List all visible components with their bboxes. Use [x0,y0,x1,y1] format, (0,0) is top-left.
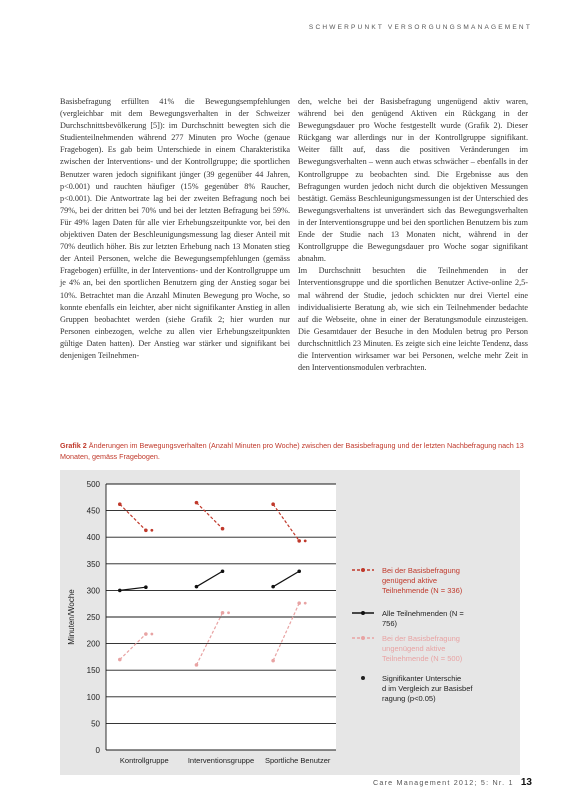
line-chart [60,470,520,775]
y-tick-label: 150 [86,666,100,676]
data-point [195,663,199,667]
data-point [144,632,148,636]
significance-marker [304,540,307,543]
data-point [297,539,301,543]
significance-marker [227,611,230,614]
page-number: 13 [520,777,532,788]
significance-marker [304,602,307,605]
data-point [195,501,199,505]
y-tick-label: 450 [86,506,100,516]
data-point [297,601,301,605]
figure-caption [60,440,530,462]
y-tick-label: 400 [86,533,100,543]
paragraph: Im Durchschnitt besuchten die Teilnehmenden in der Interventionsgruppe und die sportlichen Benutzer Active-online 2,5-mal während der Studie, jedoch schickten nur drei Viertel eine individualisierte Beratung ab, wie sich ein Teilnehmender bedachte auf die Webseite, ohne in einer der Beratungsmodule einzusteigen. Die Gesamtdauer der Besuche in den Modulen betrug pro Person durchschnittlich 23 Minuten. Es zeigte sich eine leichte Tendenz, dass die Intervention wirksamer war bei Personen, welche mehr Zeit in den Interventionsmodulen verbrachten. [298,266,528,373]
data-point [271,659,275,663]
legend-significance-label: Signifikanter Unterschie d im Vergleich zur Basisbef ragung (p<0.05) [382,674,473,703]
y-tick-label: 100 [86,692,100,702]
y-tick-label: 350 [86,559,100,569]
y-tick-label: 500 [86,480,100,489]
legend-label: Bei der Basisbefragung genügend aktive Teilnehmende (N = 336) [382,566,463,595]
data-point [297,569,301,573]
data-point [118,589,122,593]
data-point [271,585,275,589]
legend-significance-marker [361,676,365,680]
significance-marker [150,529,153,532]
legend-label: Alle Teilnehmenden (N = 756) [382,609,464,628]
body-column-left [60,96,290,362]
paragraph: den, welche bei der Basisbefragung ungenügend aktiv waren, während bei den genügend Aktiven ein Rückgang in der Bewegungsdauer pro Woche festgestellt wurde (Grafik 2). Dieser Rückgang war allerdings nur in der Kontrollgruppe signifikant. Weiter fällt auf, dass die positiven Veränderungen im Bewegungsverhalten – wenn auch etwas schwächer – ebenfalls in der Kontrollgruppe zu beobachten sind. Die Ergebnisse aus den Befragungen wurden jedoch nicht durch die objektiven Messungen bestätigt. Gemäss Beschleunigungsmessungen ist der Unterschied des Bewegungsverhaltens ist unverändert sich das Bewegungsverhalten in der Interventionsgruppe und bei den sportlichen Benutzern bis zum Ende der Studie nach 13 Monaten nicht, während in der Kontrollgruppe die Bewegungsdauer pro Woche sogar signifikant abnahm. [298,97,528,264]
y-tick-label: 200 [86,639,100,649]
data-point [144,528,148,532]
significance-marker [150,633,153,636]
data-point [195,585,199,589]
legend-label: Bei der Basisbefragung ungenügend aktive Teilnehmende (N = 500) [382,634,463,663]
journal-issue: 2012; 5: Nr. 1 [453,778,514,787]
chart-panel [60,470,520,775]
data-point [144,585,148,589]
y-tick-label: 50 [91,719,100,729]
legend-swatch-marker [361,611,365,615]
data-point [221,527,225,531]
y-tick-label: 300 [86,586,100,596]
figure-label: Grafik 2 [60,441,87,450]
body-column-right [298,96,528,374]
data-point [118,658,122,662]
data-point [221,569,225,573]
x-tick-label: Interventionsgruppe [187,756,255,765]
y-axis-label: Minuten/Woche [67,589,76,645]
running-header: SCHWERPUNKT VERSORGUNGSMANAGEMENT [308,24,532,31]
journal-name: Care Management [372,778,451,787]
x-tick-label: Sportliche Benutzer [264,756,331,765]
legend-swatch-marker [361,568,365,572]
data-point [271,502,275,506]
x-tick-label: Kontrollgruppe [119,756,169,765]
data-point [221,611,225,615]
data-point [118,502,122,506]
y-tick-label: 0 [95,746,100,755]
y-tick-label: 250 [86,613,100,622]
legend-swatch-marker [361,636,365,640]
paragraph: Basisbefragung erfüllten 41% die Bewegungsempfehlungen (vergleichbar mit dem Bewegungsverhalten in der Schweizer Durchschnittsbevölkerung [5]): im Durchschnitt bewegten sich die Studienteilnehmenden während 277 Minuten pro Woche (genaue Fragebogen). Es gab beim Unterschiede in einem Charakteristika zwischen der Interventions- und der Kontrollgruppe; die sportlichen Benutzer waren jedoch signifikant jünger (39 gegenüber 44 Jahren, p<0.001) und rauchten häufiger (15% gegenüber 8% Raucher, p<0.001). Die Antwortrate lag bei der zweiten Befragung noch bei 79%, bei der dritten bei 70% und bei der letzten Befragung bei 59%. Für 49% lagen Daten für alle vier Erhebungszeitpunkte vor, bei den objektiven Daten der Beschleunigungsmessung lag dieser Anteil mit 70% deutlich höher. Bis zur letzten Erhebung nach 13 Monaten stieg der Anteil Personen, welche die Bewegungsempfehlungen (gemäss Fragebogen) erfüllte, in der Interventions- und der Kontrollgruppe um je 4% an, bei den sportlichen Benutzern ging der Anstieg sogar bei 10%. Betrachtet man die Anzahl Minuten Bewegung pro Woche, so konnte ebenfalls ein leichter, aber nicht signifikanter Anstieg in allen Gruppen beobachtet werden (siehe Grafik 2; hier wurden nur Personen einbezogen, welche zu allen vier Erhebungszeitpunkten gültige Daten hatten). Der Anstieg war stärker und signifikant bei denjenigen Teilnehmen- [60,97,290,360]
page-footer [373,777,532,788]
figure-caption-text: Änderungen im Bewegungsverhalten (Anzahl Minuten pro Woche) zwischen der Basisbefragung und der letzten Nachbefragung nach 13 Monaten, gemäss Fragebogen. [60,441,524,461]
